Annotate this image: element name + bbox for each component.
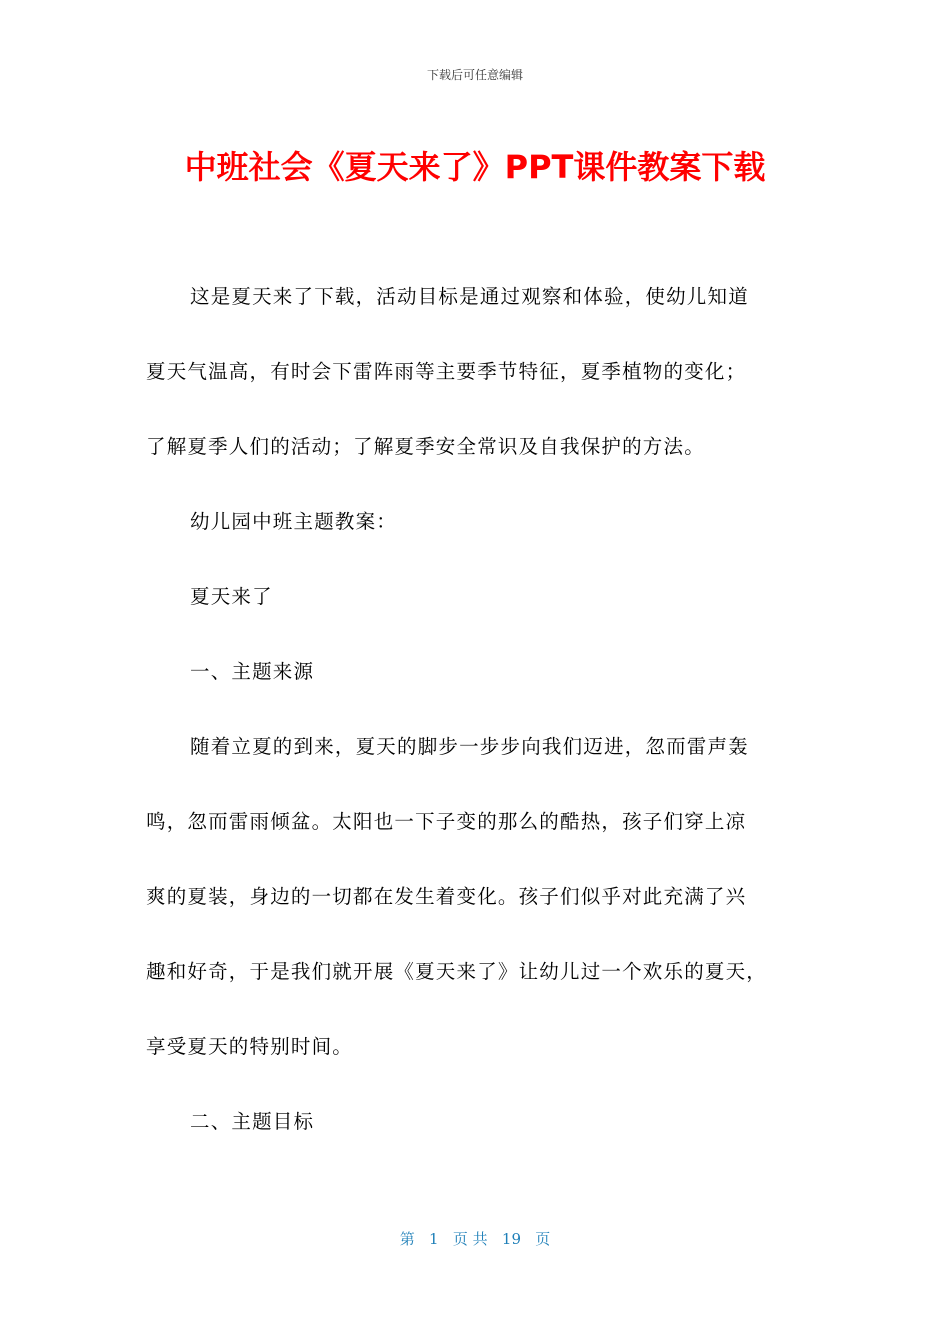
paragraph-line: 幼儿园中班主题教案： xyxy=(190,510,398,533)
section-heading: 夏天来了 xyxy=(190,585,273,608)
paragraph-line: 夏天气温高，有时会下雷阵雨等主要季节特征，夏季植物的变化； xyxy=(146,360,747,383)
document-body xyxy=(146,278,806,1178)
section-heading: 一、主题来源 xyxy=(190,660,315,683)
paragraph-line: 随着立夏的到来，夏天的脚步一步步向我们迈进，忽而雷声轰 xyxy=(190,735,749,758)
paragraph-line: 爽的夏装，身边的一切都在发生着变化。孩子们似乎对此充满了兴 xyxy=(146,885,747,908)
paragraph-line: 了解夏季人们的活动；了解夏季安全常识及自我保护的方法。 xyxy=(146,435,705,458)
paragraph-line: 享受夏天的特别时间。 xyxy=(146,1035,354,1058)
paragraph-line: 鸣，忽而雷雨倾盆。太阳也一下子变的那么的酷热，孩子们穿上凉 xyxy=(146,810,747,833)
document-title: 中班社会《夏天来了》PPT课件教案下载 xyxy=(184,148,766,186)
page-number-footer: 第 1 页 共 19 页 xyxy=(399,1230,551,1248)
paragraph-line: 趣和好奇，于是我们就开展《夏天来了》让幼儿过一个欢乐的夏天， xyxy=(146,960,768,983)
header-note: 下载后可任意编辑 xyxy=(426,68,523,82)
paragraph-line: 这是夏天来了下载，活动目标是通过观察和体验，使幼儿知道 xyxy=(190,285,749,308)
section-heading: 二、主题目标 xyxy=(190,1110,315,1133)
